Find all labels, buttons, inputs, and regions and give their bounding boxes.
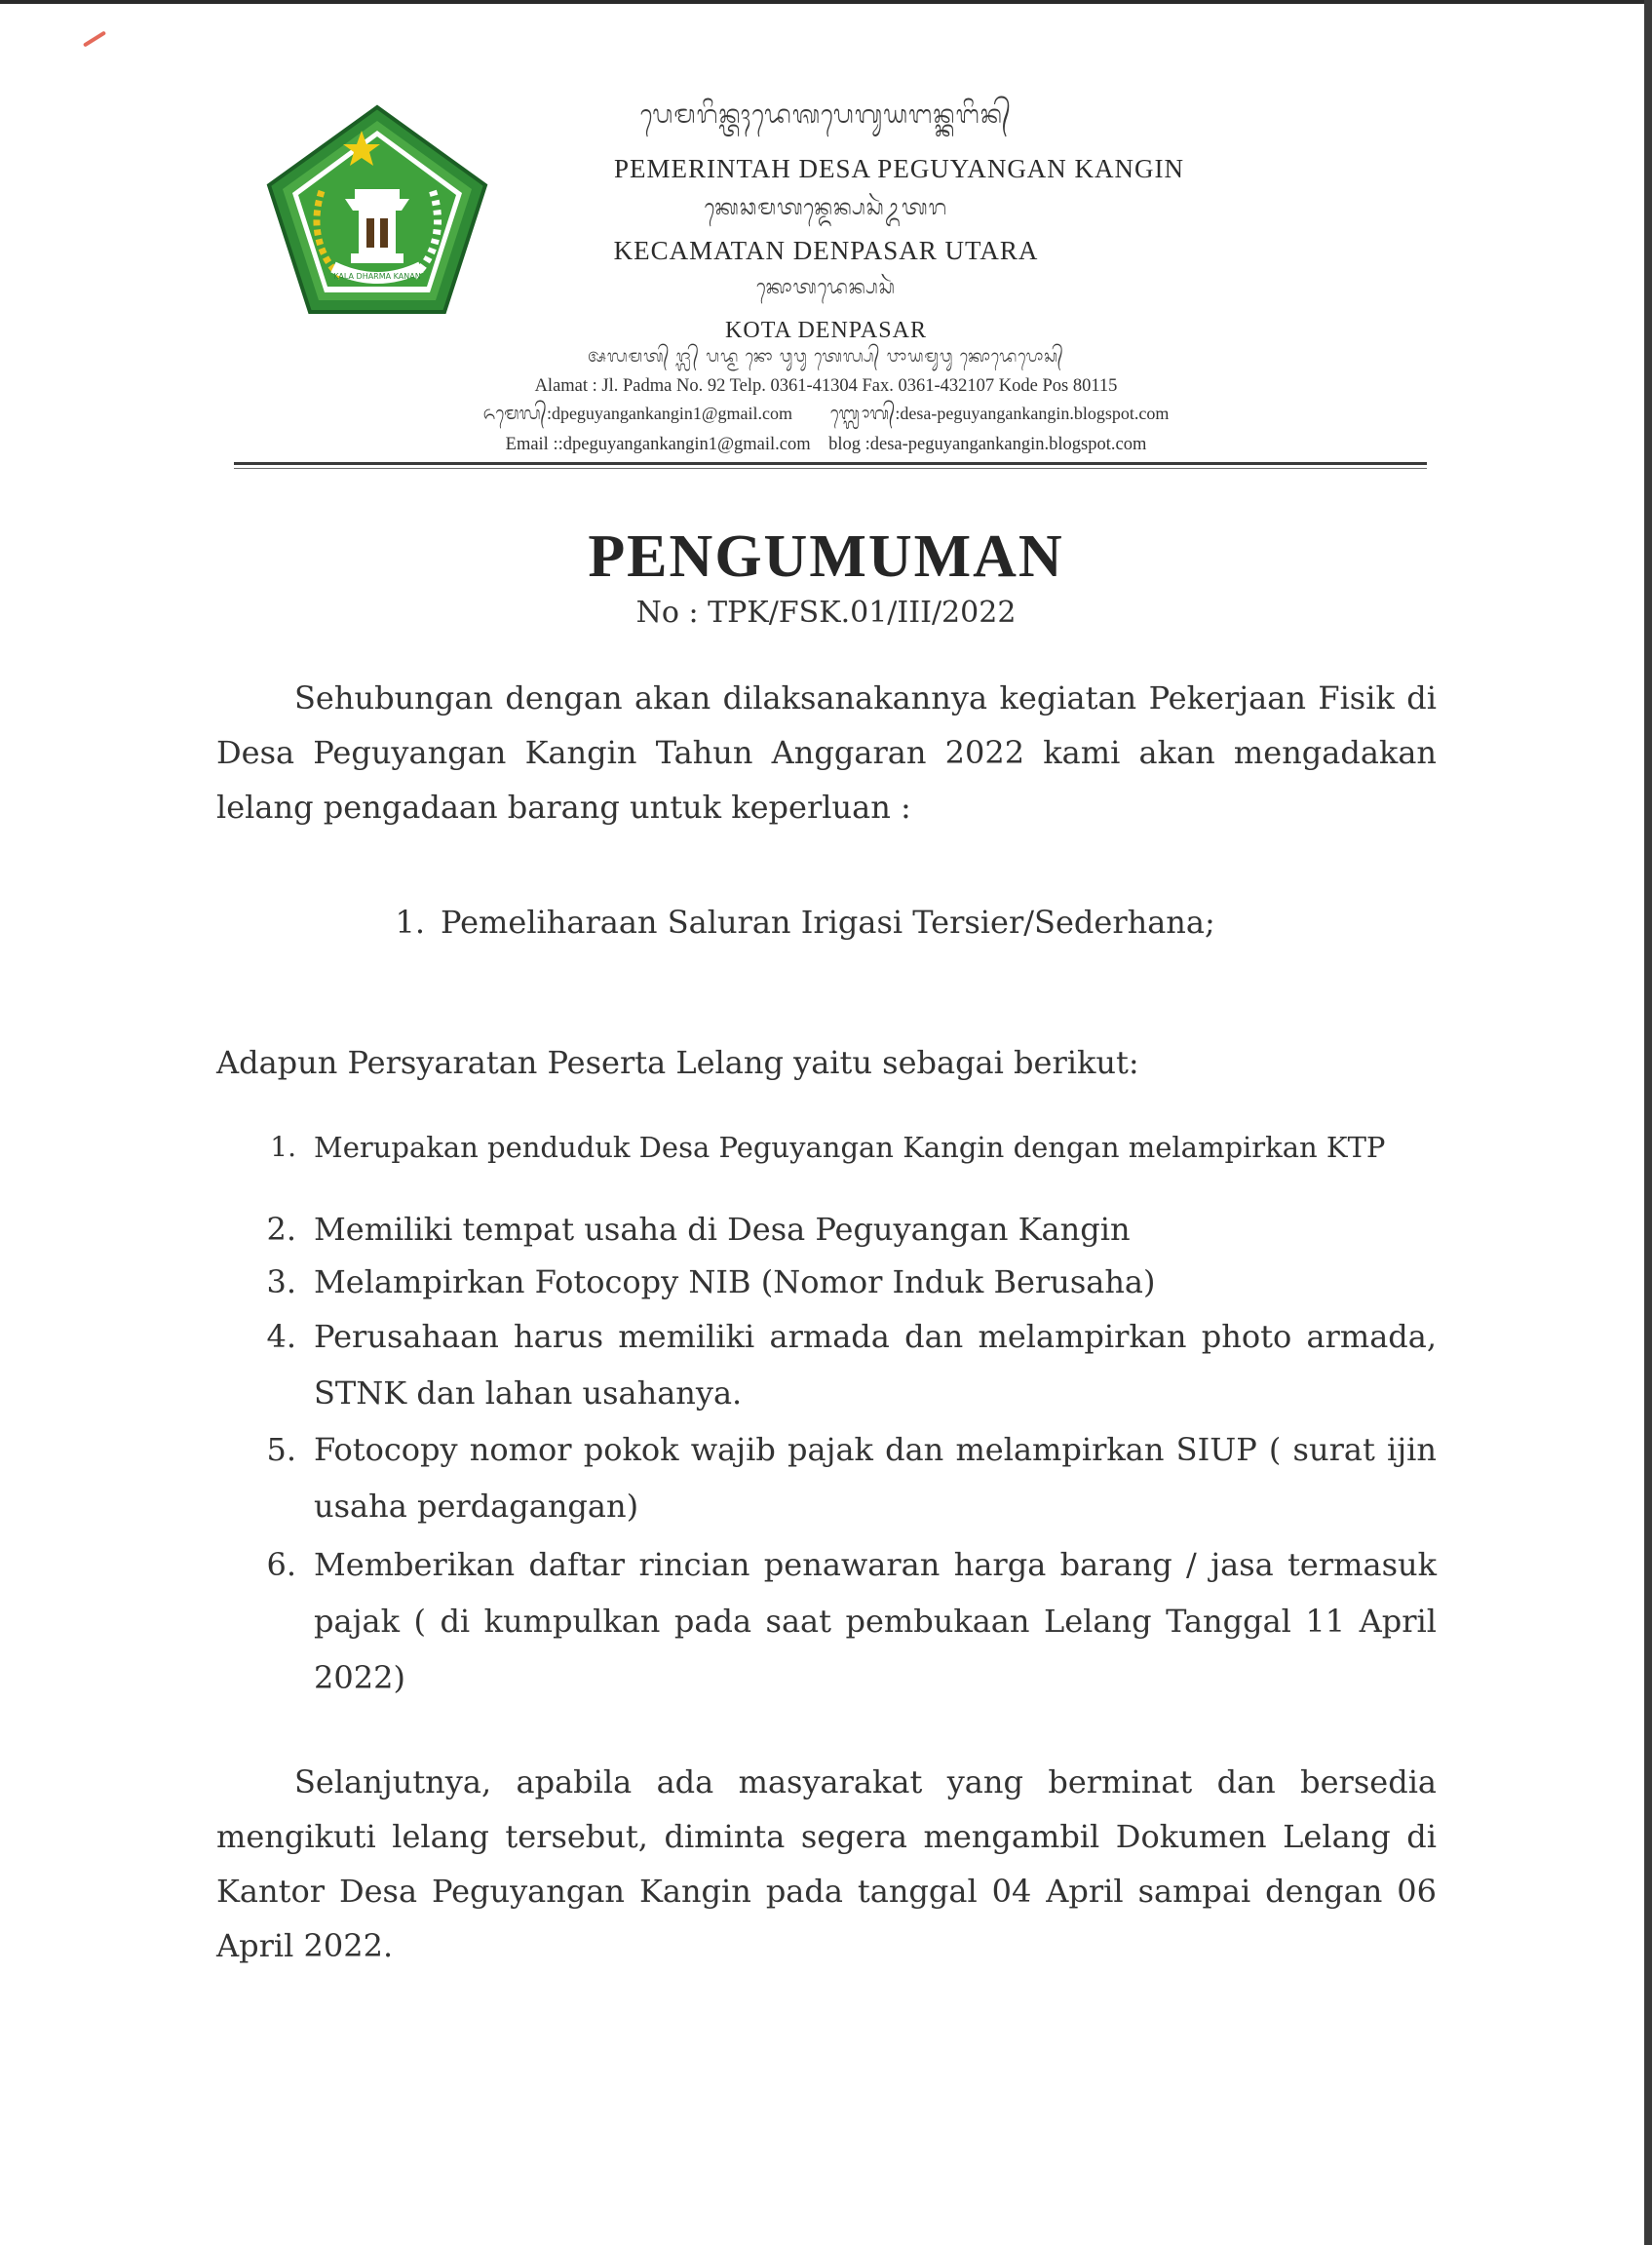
requirement-line: Memberikan daftar rincian penawaran harga barang / jasa termasuk xyxy=(314,1546,1437,1583)
closing-line-2: mengikuti lelang tersebut, diminta segera mengambil Dokumen Lelang di xyxy=(216,1818,1437,1855)
requirement-number: 6. xyxy=(266,1546,296,1583)
scan-border-top xyxy=(0,0,1652,4)
requirement-number: 1. xyxy=(270,1131,296,1163)
requirement-number: 5. xyxy=(266,1431,296,1468)
requirement-number: 2. xyxy=(266,1211,296,1248)
requirement-line: STNK dan lahan usahanya. xyxy=(314,1374,743,1412)
intro-line-3: lelang pengadaan barang untuk keperluan : xyxy=(216,789,911,826)
city-name: KOTA DENPASAR xyxy=(725,318,927,343)
district-name: KECAMATAN DENPASAR UTARA xyxy=(613,236,1039,265)
requirement-line: Perusahaan harus memiliki armada dan melampirkan photo armada, xyxy=(314,1318,1437,1355)
requirement-line: Memiliki tempat usaha di Desa Peguyangan Kangin xyxy=(314,1211,1131,1248)
intro-line-2: Desa Peguyangan Kangin Tahun Anggaran 2022 kami akan mengadakan xyxy=(216,734,1437,771)
requirements-heading: Adapun Persyaratan Peserta Lelang yaitu sebagai berikut: xyxy=(216,1044,1139,1081)
announcement-number: No : TPK/FSK.01/III/2022 xyxy=(635,596,1017,630)
logo-motto: KALA DHARMA KANAN xyxy=(333,272,421,281)
header-divider-thin xyxy=(234,468,1427,469)
corner-mark xyxy=(83,30,106,47)
closing-line-3: Kantor Desa Peguyangan Kangin pada tanggal 04 April sampai dengan 06 xyxy=(216,1873,1437,1910)
balinese-contact-line xyxy=(0,402,1652,433)
requirement-line: usaha perdagangan) xyxy=(314,1488,639,1525)
requirement-number: 3. xyxy=(266,1263,296,1300)
requirement-line: pajak ( di kumpulkan pada saat pembukaan Lelang Tanggal 11 April xyxy=(314,1603,1437,1640)
balinese-email: ᬏᬫᬾᬮ᭄:dpeguyangankangin1@gmail.com xyxy=(482,404,792,423)
balinese-address-line: ᬅᬮᬫᬢ᭄ ᬚ᭄ᬮ᭄ ᬧᬤ᭄ᬫ ᬦᭀ ᬯᬸᬯᬸ ᬢᬾᬮ᭄ᬧ᭄ ᬯᬵᬬᬫᬸᬯᬸ ᬓᭀᬤᬾᬧᭀᬲ᭄ xyxy=(588,347,1064,367)
closing-line-1: Selanjutnya, apabila ada masyarakat yang berminat dan bersedia xyxy=(294,1763,1437,1800)
closing-paragraph xyxy=(216,1755,1437,1973)
work-item xyxy=(394,895,1215,949)
balinese-blog: ᬩ᭄ᬮᭀᬕ᭄:desa-peguyangankangin.blogspot.com xyxy=(829,404,1170,423)
intro-paragraph xyxy=(216,671,1437,834)
address-line: Alamat : Jl. Padma No. 92 Telp. 0361-41304 Fax. 0361-432107 Kode Pos 80115 xyxy=(534,376,1118,396)
closing-line-4: April 2022. xyxy=(216,1927,394,1964)
intro-line-1: Sehubungan dengan akan dilaksanakannya kegiatan Pekerjaan Fisik di xyxy=(294,679,1437,716)
announcement-title: PENGUMUMAN xyxy=(588,523,1064,590)
requirement-line: Merupakan penduduk Desa Peguyangan Kangin dengan melampirkan KTP xyxy=(314,1131,1386,1164)
email-blog-line: Email ::dpeguyangankangin1@gmail.com blog :desa-peguyangankangin.blogspot.com xyxy=(505,435,1147,454)
requirement-line: Fotocopy nomor pokok wajib pajak dan melampirkan SIUP ( surat ijin xyxy=(314,1431,1437,1468)
requirement-number: 4. xyxy=(266,1318,296,1355)
government-name: PEMERINTAH DESA PEGUYANGAN KANGIN xyxy=(613,154,1185,183)
header-divider-thick xyxy=(234,462,1427,465)
requirement-line: 2022) xyxy=(314,1659,405,1696)
balinese-heading-line-3: ᬓᭀᬢᬤᬾᬦ᭄ᬧᬲᬃ xyxy=(756,275,896,298)
work-item-text: Pemeliharaan Saluran Irigasi Tersier/Sederhana; xyxy=(441,904,1215,941)
balinese-heading-line-1: ᬧᬾᬫᬭᬶᬦ᭄ᬢᬄᬤᬾᬰᬧᬾᬕᬸᬬᬗᬦ᭄ᬓᬗᬶᬦ᭄ xyxy=(639,100,1013,130)
work-item-number: 1. xyxy=(395,904,425,941)
requirement-line: Melampirkan Fotocopy NIB (Nomor Induk Berusaha) xyxy=(314,1263,1156,1300)
balinese-heading-line-2: ᬓᬾᬘᬫᬢᬦ᭄ᬤᬾᬦ᭄ᬧᬲᬃᬉᬢᬭ xyxy=(704,196,948,220)
